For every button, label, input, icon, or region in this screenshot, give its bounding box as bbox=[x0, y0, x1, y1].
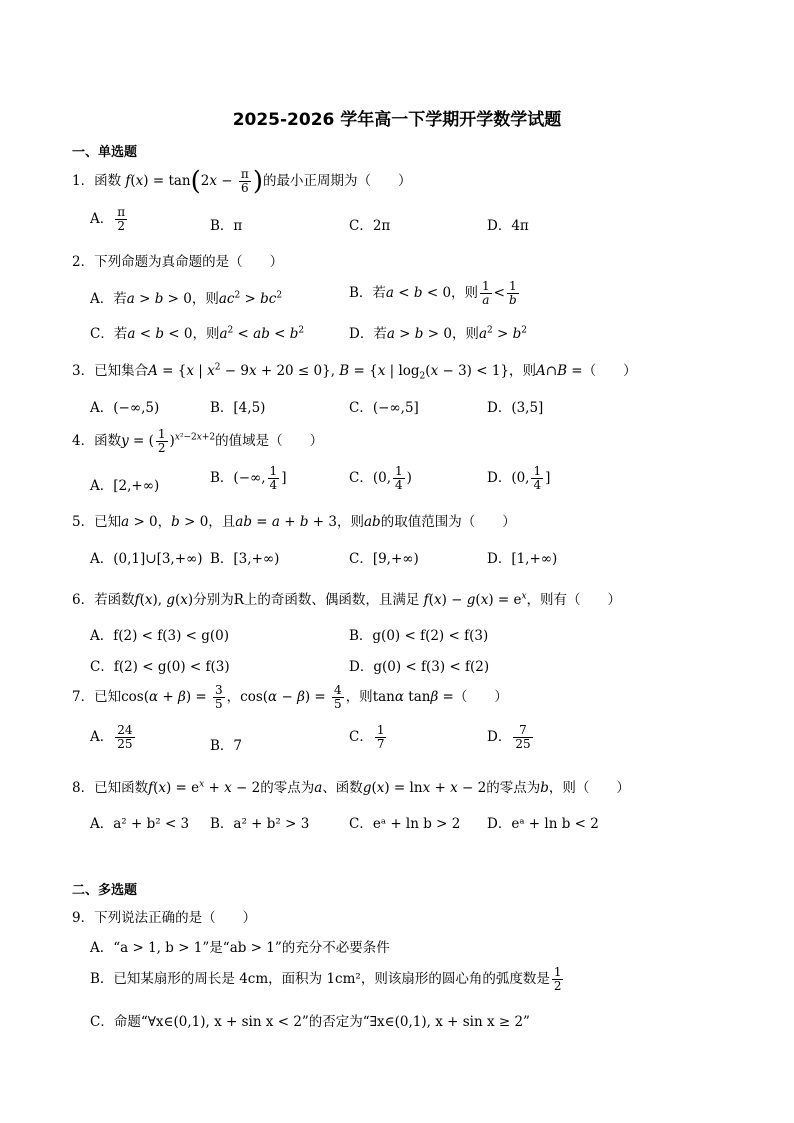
question-2: 2．下列命题为真命题的是（ ） bbox=[72, 254, 284, 270]
q9-option-c: C．命题“∀x∈(0,1), x + sin x < 2”的否定为“∃x∈(0,1), x + sin x ≥ 2” bbox=[90, 1014, 530, 1030]
question-3: 3．已知集合A = {x | $x^2 - 9x + 20 \le 0$}, B = {x | $\log_2(x - 3) < 1$}，则A∩B =（ ） bbox=[72, 362, 637, 382]
q6-option-b: B．g(0) < f(2) < f(3) bbox=[349, 628, 489, 644]
question-5: 5．已知a > 0，b > 0，且ab = a + b + 3，则ab的取值范围为（ ） bbox=[72, 514, 516, 530]
q1-option-a: A． $\frac{\pi}{2}$ bbox=[90, 205, 126, 234]
q3-option-d: D．(3,5] bbox=[487, 400, 544, 416]
q6-option-a: A．f(2) < f(3) < g(0) bbox=[90, 628, 230, 644]
q9-option-a: A．“a > 1, b > 1”是“ab > 1”的充分不必要条件 bbox=[90, 940, 390, 956]
question-9: 9．下列说法正确的是（ ） bbox=[72, 910, 257, 926]
q9-option-b: B．已知某扇形的周长是 4cm，面积为 1cm²，则该扇形的圆心角的弧度数是 $\frac{1}{2}$ bbox=[90, 965, 562, 994]
q6-option-d: D．g(0) < f(3) < f(2) bbox=[349, 659, 490, 675]
q3-option-a: A．(−∞,5) bbox=[90, 400, 160, 416]
q4-option-a: A．[2,+∞) bbox=[90, 478, 160, 494]
q3-option-c: C．(−∞,5] bbox=[349, 400, 419, 416]
q2-option-d: D．若a > b > 0，则$a^2 > b^2$ bbox=[349, 325, 528, 342]
q7-option-c: C． $\frac{1}{7}$ bbox=[349, 723, 385, 752]
question-7: 7．已知cos(α + β) = $\frac{3}{5}$ ，cos(α − β) = $\frac{4}{5}$ ，则tanα tanβ =（ ） bbox=[72, 683, 508, 712]
q8-option-a: A．a² + b² < 3 bbox=[90, 816, 190, 832]
q8-option-c: C．eᵃ + ln b > 2 bbox=[349, 816, 461, 832]
q7-option-b: B．7 bbox=[210, 738, 243, 754]
q5-option-d: D．[1,+∞) bbox=[487, 551, 558, 567]
section-single-choice: 一、单选题 bbox=[72, 145, 138, 160]
q7-option-a: A． $\frac{24}{25}$ bbox=[90, 723, 133, 752]
question-6: 6．若函数f(x), g(x)分别为R上的奇函数、偶函数，且满足 $f(x) - g(x) = e^x$，则有（ ） bbox=[72, 591, 622, 608]
q1-option-b: B．π bbox=[210, 218, 243, 234]
q7-option-d: D． $\frac{7}{25}$ bbox=[487, 723, 531, 752]
q5-option-a: A．(0,1]∪[3,+∞) bbox=[90, 551, 203, 567]
q4-option-c: C．(0, $\frac{1}{4}$ ) bbox=[349, 464, 412, 493]
q6-option-c: C．f(2) < g(0) < f(3) bbox=[90, 659, 230, 675]
question-8: 8．已知函数$f(x) = e^x + x - 2$的零点为a、函数g(x) = lnx + x − 2的零点为b，则（ ） bbox=[72, 779, 630, 796]
question-4: 4．函数y = ( $\frac{1}{2}$ )$^{x^2-2x+2}$的值域是（ ） bbox=[72, 427, 324, 456]
q2-option-b: B．若a < b < 0，则 $\frac{1}{a}$ < $\frac{1}{b}$ bbox=[349, 279, 517, 308]
q8-option-b: B．a² + b² > 3 bbox=[210, 816, 310, 832]
q1-option-d: D．4π bbox=[487, 218, 529, 234]
q1-option-c: C．2π bbox=[349, 218, 391, 234]
q2-option-c: C．若a < b < 0，则$a^2$ < ab < $b^2$ bbox=[90, 325, 305, 342]
q8-option-d: D．eᵃ + ln b < 2 bbox=[487, 816, 599, 832]
section-multiple-choice: 二、多选题 bbox=[72, 883, 138, 898]
q4-option-b: B．(−∞, $\frac{1}{4}$ ] bbox=[210, 464, 287, 493]
q2-option-a: A．若a > b > 0，则$ac^2 > bc^2$ bbox=[90, 290, 283, 307]
q5-option-c: C．[9,+∞) bbox=[349, 551, 419, 567]
q5-option-b: B．[3,+∞) bbox=[210, 551, 280, 567]
q4-option-d: D．(0, $\frac{1}{4}$ ] bbox=[487, 464, 551, 493]
q3-option-b: B．[4,5) bbox=[210, 400, 266, 416]
page-title: 2025-2026 学年高一下学期开学数学试题 bbox=[232, 110, 562, 130]
question-1: 1．函数 f(x) = tan(2x − $\frac{\pi}{6}$ )的最小正周期为（ ） bbox=[72, 166, 412, 197]
